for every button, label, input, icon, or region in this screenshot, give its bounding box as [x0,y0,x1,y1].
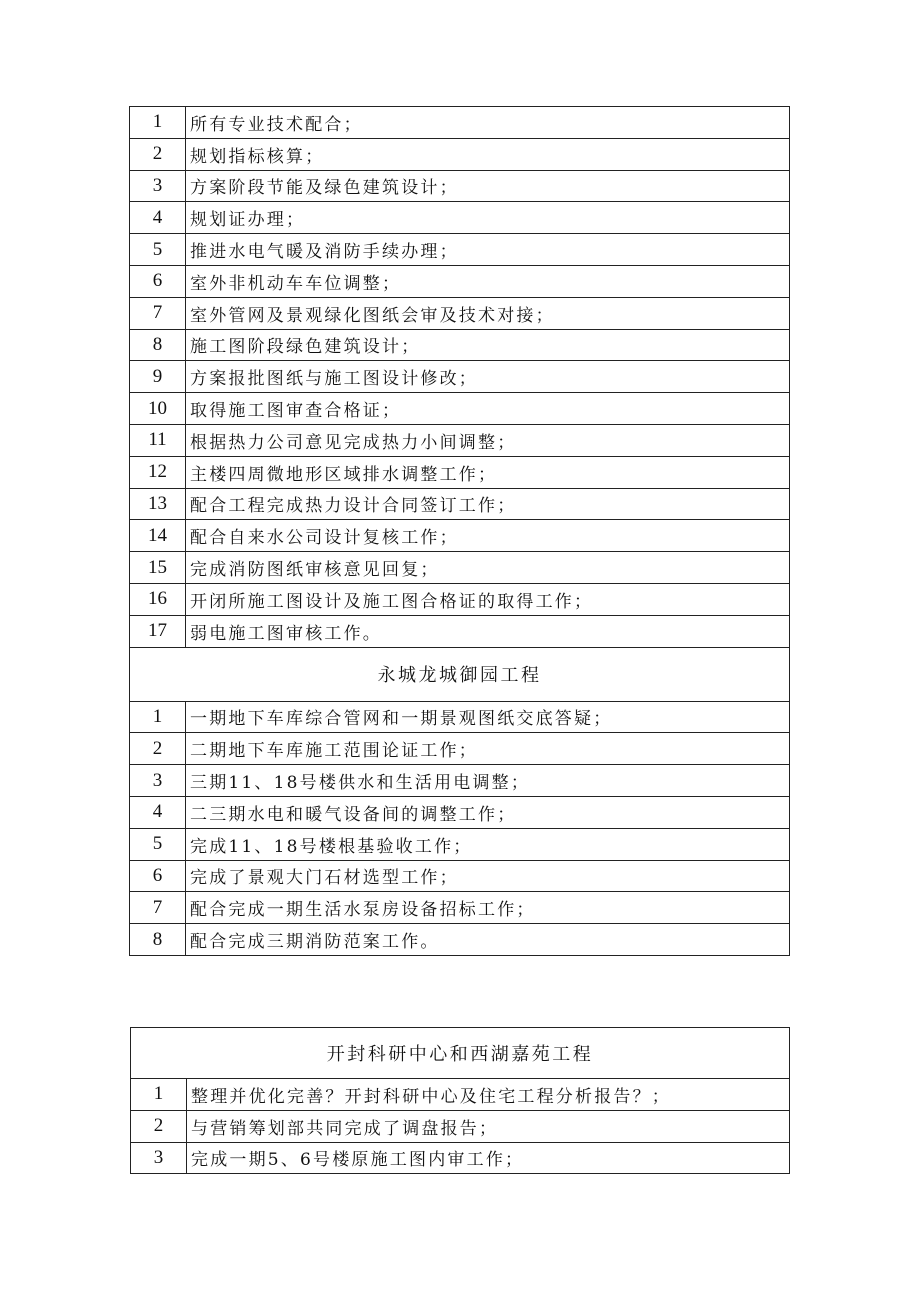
table-row [130,701,790,733]
task-description: 主楼四周微地形区域排水调整工作； [186,456,790,488]
table-row [130,265,790,297]
table-row [130,329,790,361]
task-description: 室外管网及景观绿化图纸会审及技术对接； [186,297,790,329]
table-row [130,552,790,584]
row-number: 1 [130,107,186,139]
task-description: 规划证办理； [186,202,790,234]
table-row [130,615,790,647]
row-number: 12 [130,456,186,488]
task-description: 开闭所施工图设计及施工图合格证的取得工作； [186,583,790,615]
row-number: 7 [130,297,186,329]
section-title: 开封科研中心和西湖嘉苑工程 [131,1028,790,1079]
row-number: 1 [131,1079,187,1111]
table-row [130,828,790,860]
task-description: 施工图阶段绿色建筑设计； [186,329,790,361]
section-header-row [130,647,790,701]
row-number: 15 [130,552,186,584]
table-row [130,583,790,615]
task-description: 完成一期5、6号楼原施工图内审工作； [187,1142,790,1174]
row-number: 4 [130,796,186,828]
task-description: 配合工程完成热力设计合同签订工作； [186,488,790,520]
row-number: 8 [130,924,186,956]
table-row [130,765,790,797]
table-row [131,1110,790,1142]
section-header-row [131,1028,790,1079]
task-description: 弱电施工图审核工作。 [186,615,790,647]
task-description: 方案报批图纸与施工图设计修改； [186,361,790,393]
task-description: 二三期水电和暖气设备间的调整工作； [186,796,790,828]
task-description: 整理并优化完善？开封科研中心及住宅工程分析报告？； [187,1079,790,1111]
row-number: 3 [130,765,186,797]
row-number: 16 [130,583,186,615]
table-row [130,170,790,202]
row-number: 8 [130,329,186,361]
row-number: 17 [130,615,186,647]
row-number: 2 [130,733,186,765]
task-description: 完成消防图纸审核意见回复； [186,552,790,584]
table-row [130,924,790,956]
table-row [131,1142,790,1174]
row-number: 14 [130,520,186,552]
task-description: 配合完成三期消防范案工作。 [186,924,790,956]
row-number: 3 [131,1142,187,1174]
row-number: 7 [130,892,186,924]
row-number: 10 [130,393,186,425]
table-row [130,393,790,425]
task-description: 室外非机动车车位调整； [186,265,790,297]
row-number: 2 [130,138,186,170]
row-number: 13 [130,488,186,520]
task-description: 完成11、18号楼根基验收工作； [186,828,790,860]
table-row [130,796,790,828]
row-number: 1 [130,701,186,733]
table-row [130,424,790,456]
table-row [131,1079,790,1111]
task-description: 一期地下车库综合管网和一期景观图纸交底答疑； [186,701,790,733]
task-description: 配合完成一期生活水泵房设备招标工作； [186,892,790,924]
row-number: 6 [130,265,186,297]
table-row [130,520,790,552]
task-description: 推进水电气暖及消防手续办理； [186,234,790,266]
task-description: 取得施工图审查合格证； [186,393,790,425]
table-row [130,297,790,329]
row-number: 3 [130,170,186,202]
table-row [130,488,790,520]
kaifeng-project-table [130,1027,790,1174]
row-number: 6 [130,860,186,892]
table-row [130,456,790,488]
task-description: 方案阶段节能及绿色建筑设计； [186,170,790,202]
row-number: 11 [130,424,186,456]
table-row [130,234,790,266]
table-row [130,892,790,924]
task-description: 配合自来水公司设计复核工作； [186,520,790,552]
task-description: 三期11、18号楼供水和生活用电调整； [186,765,790,797]
task-description: 所有专业技术配合； [186,107,790,139]
row-number: 5 [130,828,186,860]
project-tasks-table [129,106,790,956]
row-number: 9 [130,361,186,393]
task-description: 完成了景观大门石材选型工作； [186,860,790,892]
task-description: 规划指标核算； [186,138,790,170]
section-title: 永城龙城御园工程 [130,647,790,701]
row-number: 5 [130,234,186,266]
task-description: 与营销筹划部共同完成了调盘报告； [187,1110,790,1142]
row-number: 2 [131,1110,187,1142]
table-row [130,860,790,892]
table-row [130,733,790,765]
table-row [130,138,790,170]
task-description: 二期地下车库施工范围论证工作； [186,733,790,765]
task-description: 根据热力公司意见完成热力小间调整； [186,424,790,456]
row-number: 4 [130,202,186,234]
table-row [130,361,790,393]
table-row [130,107,790,139]
table-row [130,202,790,234]
